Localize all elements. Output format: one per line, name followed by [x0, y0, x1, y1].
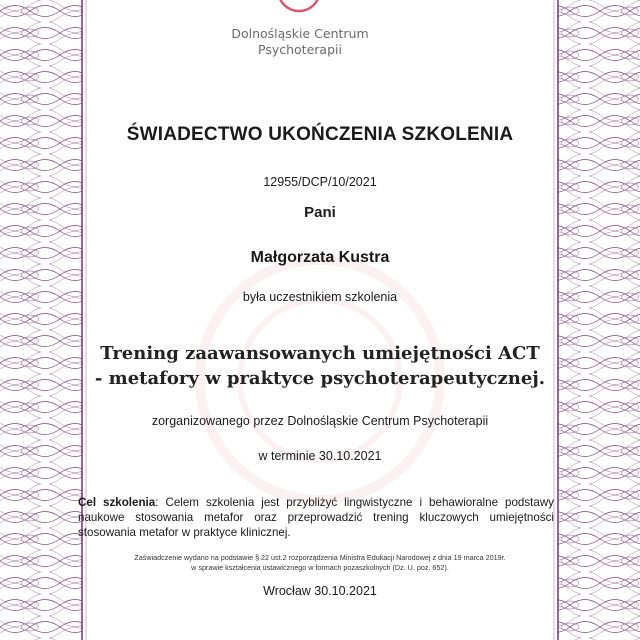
place-and-date: Wrocław 30.10.2021 [263, 584, 377, 598]
right-border-pattern [558, 0, 640, 640]
certificate-number: 12955/DCP/10/2021 [263, 175, 377, 189]
participant-text: była uczestnikiem szkolenia [242, 290, 398, 304]
training-goal [78, 495, 554, 540]
goal-text: : Celem szkolenia jest przybliżyć lingwistyczne i behawioralne podstawy naukowe stosowania metafor oraz przeprowadzić trening kluczowych umiejętności stosowania metafor w praktyce klinicznej. [78, 496, 554, 539]
legal-line-1: Zaświadczenie wydano na podstawie § 22 ust.2 rozporządzenia Ministra Edukacji Narodowej z dnia 19 marca 2019r. [134, 553, 506, 562]
organizer-text: zorganizowanego przez Dolnośląskie Centrum Psychoterapii [151, 414, 489, 428]
legal-note [70, 553, 570, 573]
legal-line-2: w sprawie kształcenia ustawicznego w formach pozaszkolnych (Dz. U. poz. 652). [191, 563, 449, 572]
course-title-line-1: Trening zaawansowanych umiejętności ACT [100, 343, 540, 364]
organization-name [120, 26, 480, 58]
dcp-logo-icon [270, 0, 328, 20]
certificate-title: ŚWIADECTWO UKOŃCZENIA SZKOLENIA [126, 124, 514, 145]
course-title-line-2: - metafory w praktyce psychoterapeutycznej. [94, 368, 546, 389]
term-text: w terminie 30.10.2021 [258, 449, 382, 463]
recipient-name: Małgorzata Kustra [250, 249, 390, 266]
salutation: Pani [304, 204, 336, 221]
org-line-2: Psychoterapii [258, 42, 342, 57]
left-border-pattern [0, 0, 82, 640]
course-title [0, 341, 640, 391]
org-line-1: Dolnośląskie Centrum [231, 26, 369, 41]
goal-label: Cel szkolenia [78, 496, 156, 509]
